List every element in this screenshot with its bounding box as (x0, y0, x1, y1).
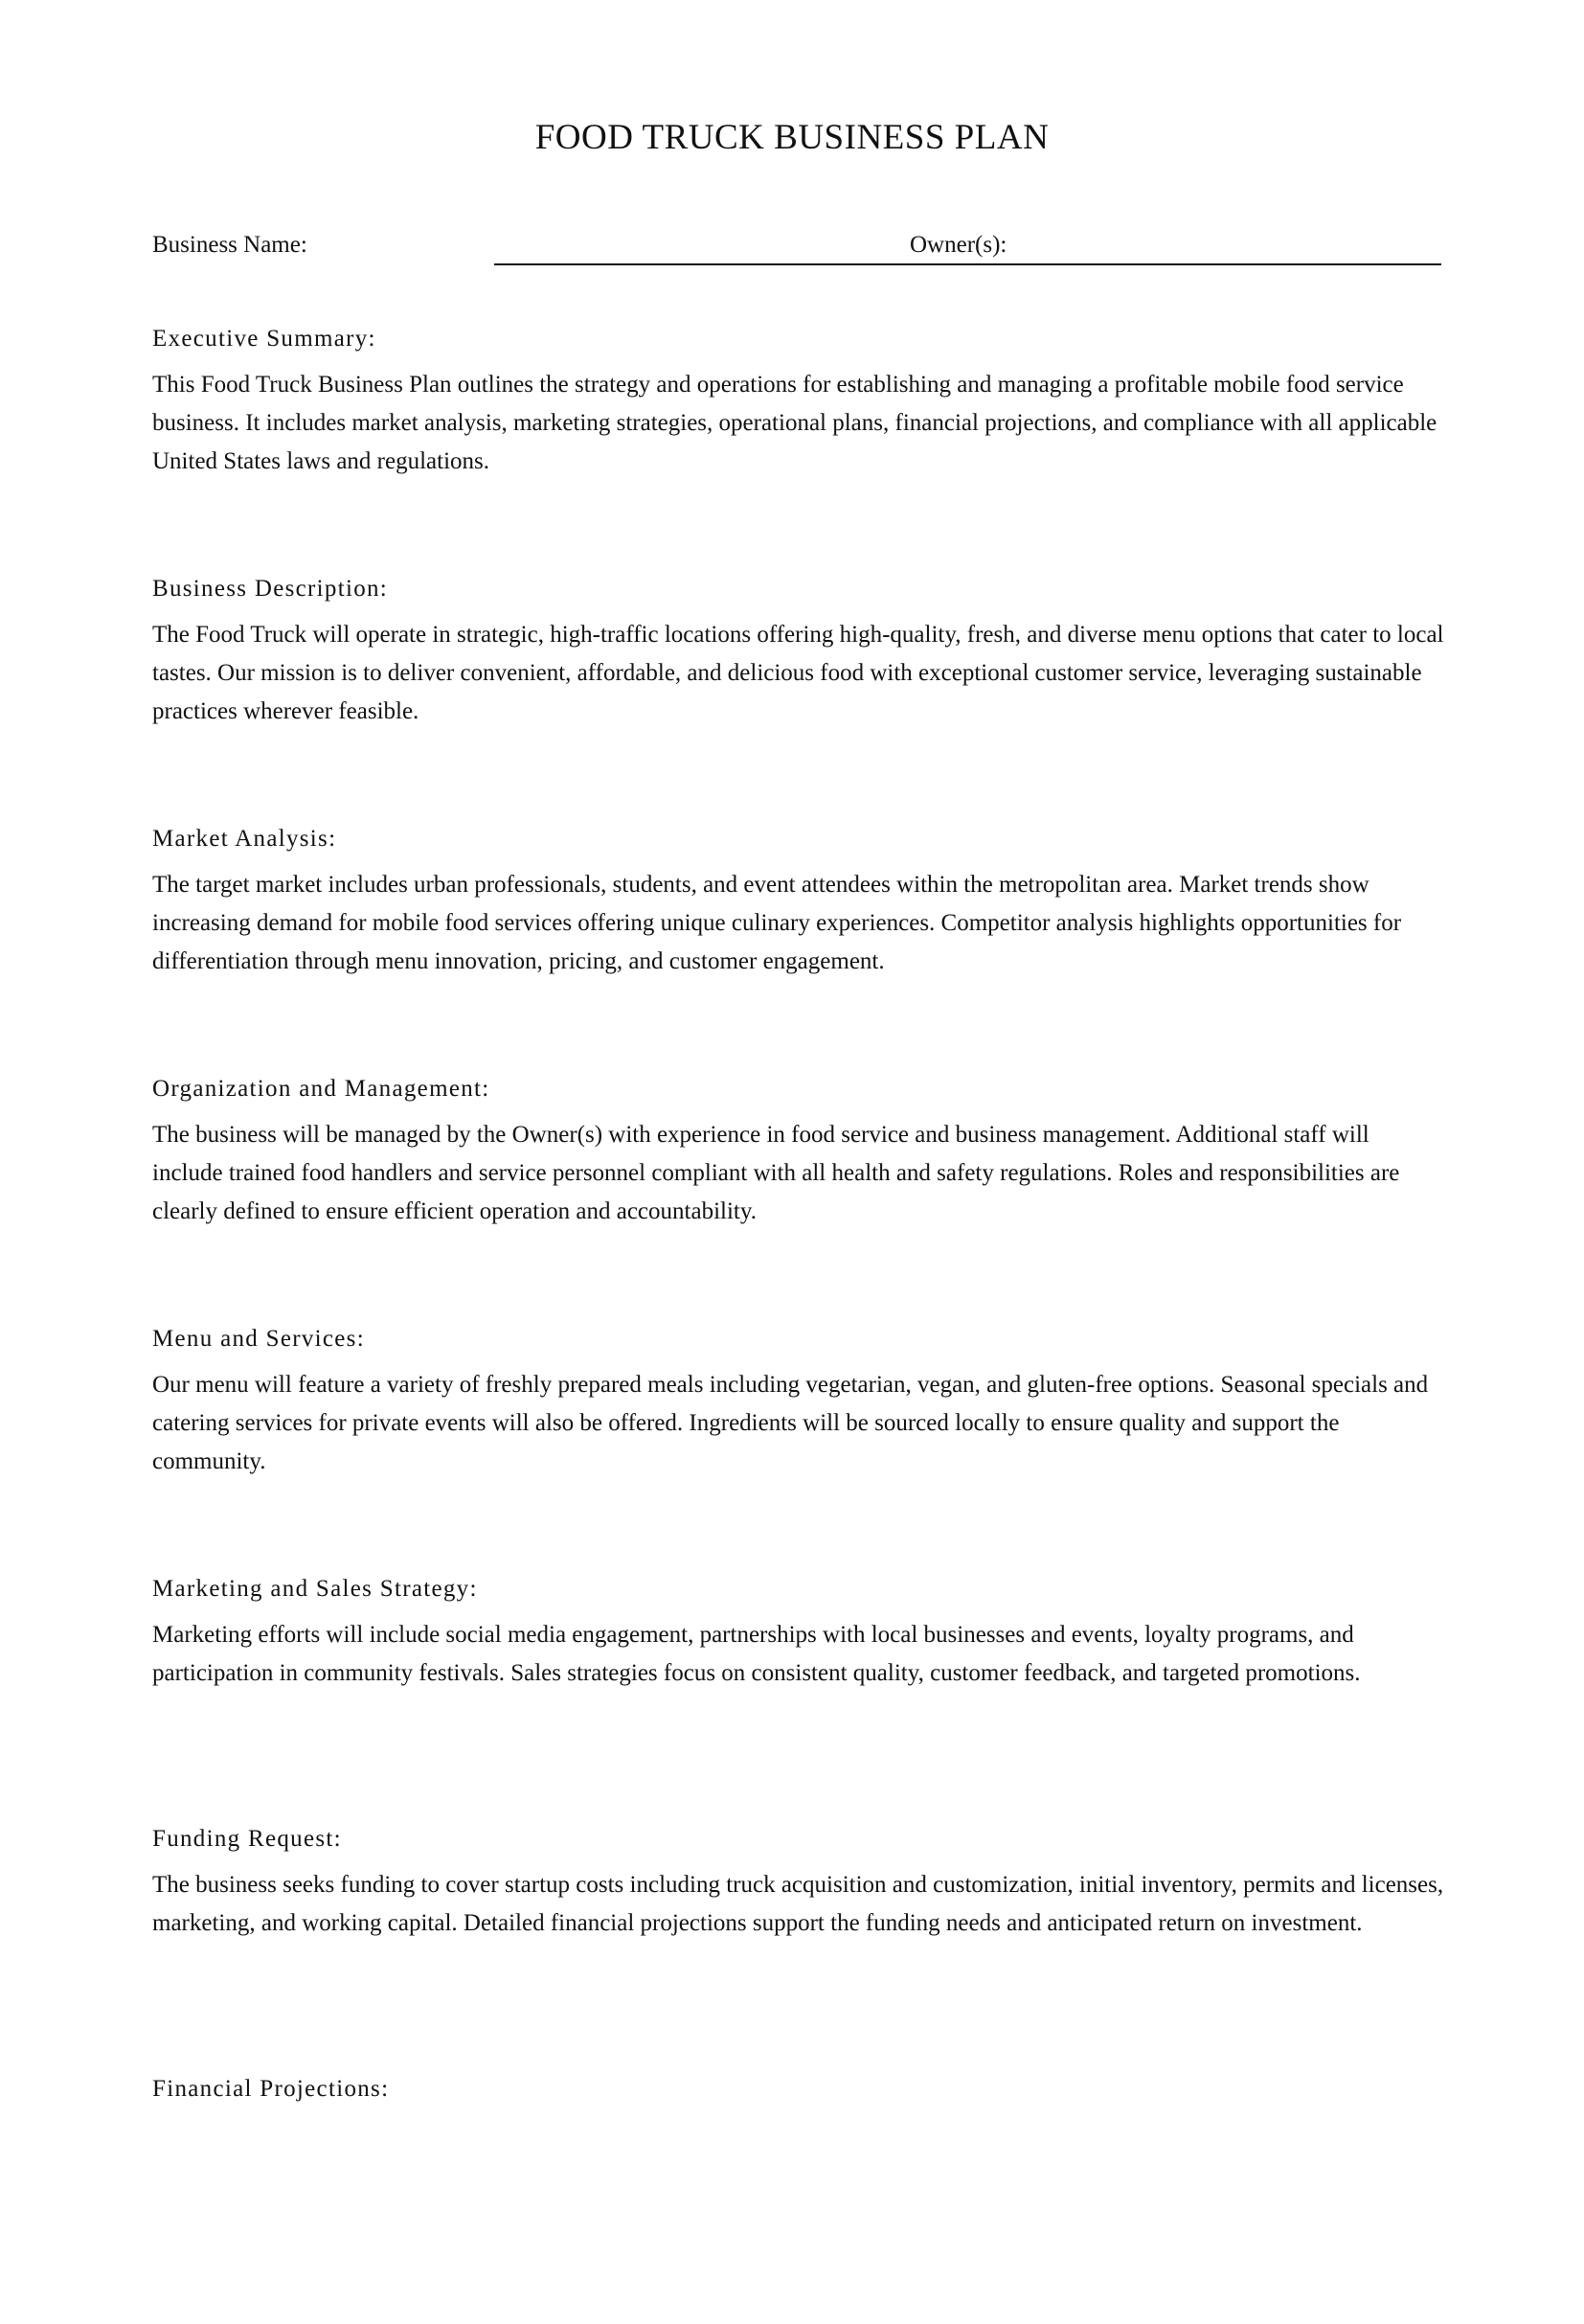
section-heading: Market Analysis: (152, 826, 337, 852)
section-executive-summary (152, 324, 1445, 574)
section-body: The target market includes urban professionals, students, and event attendees within the metropolitan area. Market trends show increasing demand for mobile food services offering unique culinary experiences. Competitor analysis highlights opportunities for differentiation through menu innovation, pricing, and customer engagement. (152, 872, 1402, 974)
section-heading: Executive Summary: (152, 326, 376, 352)
section-heading: Menu and Services: (152, 1326, 365, 1352)
document-title: FOOD TRUCK BUSINESS PLAN (534, 118, 1050, 157)
section-body: This Food Truck Business Plan outlines the strategy and operations for establishing and managing a profitable mobile food service business. It includes market analysis, marketing strategies, operational plans, financial projections, and compliance with all applicable United States laws and regulations. (152, 372, 1437, 474)
section-body: Our menu will feature a variety of freshly prepared meals including vegetarian, vegan, and gluten-free options. Seasonal specials and catering services for private events will also be offered. Ingredients will be sourced locally to ensure quality and support the community. (152, 1372, 1429, 1474)
section-body: The Food Truck will operate in strategic, high-traffic locations offering high-quality, fresh, and diverse menu options that cater to local tastes. Our mission is to deliver convenient, affordable, and delicious food with exceptional customer service, leveraging sustainable practices wherever feasible. (152, 622, 1444, 724)
section-menu-services (152, 1324, 1445, 1574)
business-info-row (0, 230, 1584, 268)
section-heading: Business Description: (152, 576, 389, 602)
plan-sections (152, 324, 1445, 2324)
section-body: Marketing efforts will include social media engagement, partnerships with local businesses and events, loyalty programs, and participation in community festivals. Sales strategies focus on consistent quality, customer feedback, and targeted promotions. (152, 1622, 1361, 1686)
section-heading: Financial Projections: (152, 2076, 390, 2102)
section-heading: Marketing and Sales Strategy: (152, 1576, 478, 1602)
section-body: The business seeks funding to cover startup costs including truck acquisition and customization, initial inventory, permits and licenses, marketing, and working capital. Detailed financial projections support the funding needs and anticipated return on investment. (152, 1872, 1444, 1936)
owner-label: Owner(s): (910, 232, 1007, 258)
business-name-label: Business Name: (152, 232, 307, 258)
section-marketing-sales (152, 1574, 1445, 1824)
section-financial-projections (152, 2074, 1445, 2324)
section-organization-management (152, 1074, 1445, 1324)
section-body: The business will be managed by the Owner(s) with experience in food service and business management. Additional staff will include trained food handlers and service personnel compliant with all health and safety regulations. Roles and responsibilities are clearly defined to ensure efficient operation and accountability. (152, 1122, 1400, 1224)
section-business-description (152, 574, 1445, 824)
section-funding-request (152, 1824, 1445, 2074)
business-name-field-line[interactable] (494, 263, 1441, 265)
section-market-analysis (152, 824, 1445, 1074)
section-heading: Organization and Management: (152, 1076, 490, 1102)
section-heading: Funding Request: (152, 1826, 342, 1852)
